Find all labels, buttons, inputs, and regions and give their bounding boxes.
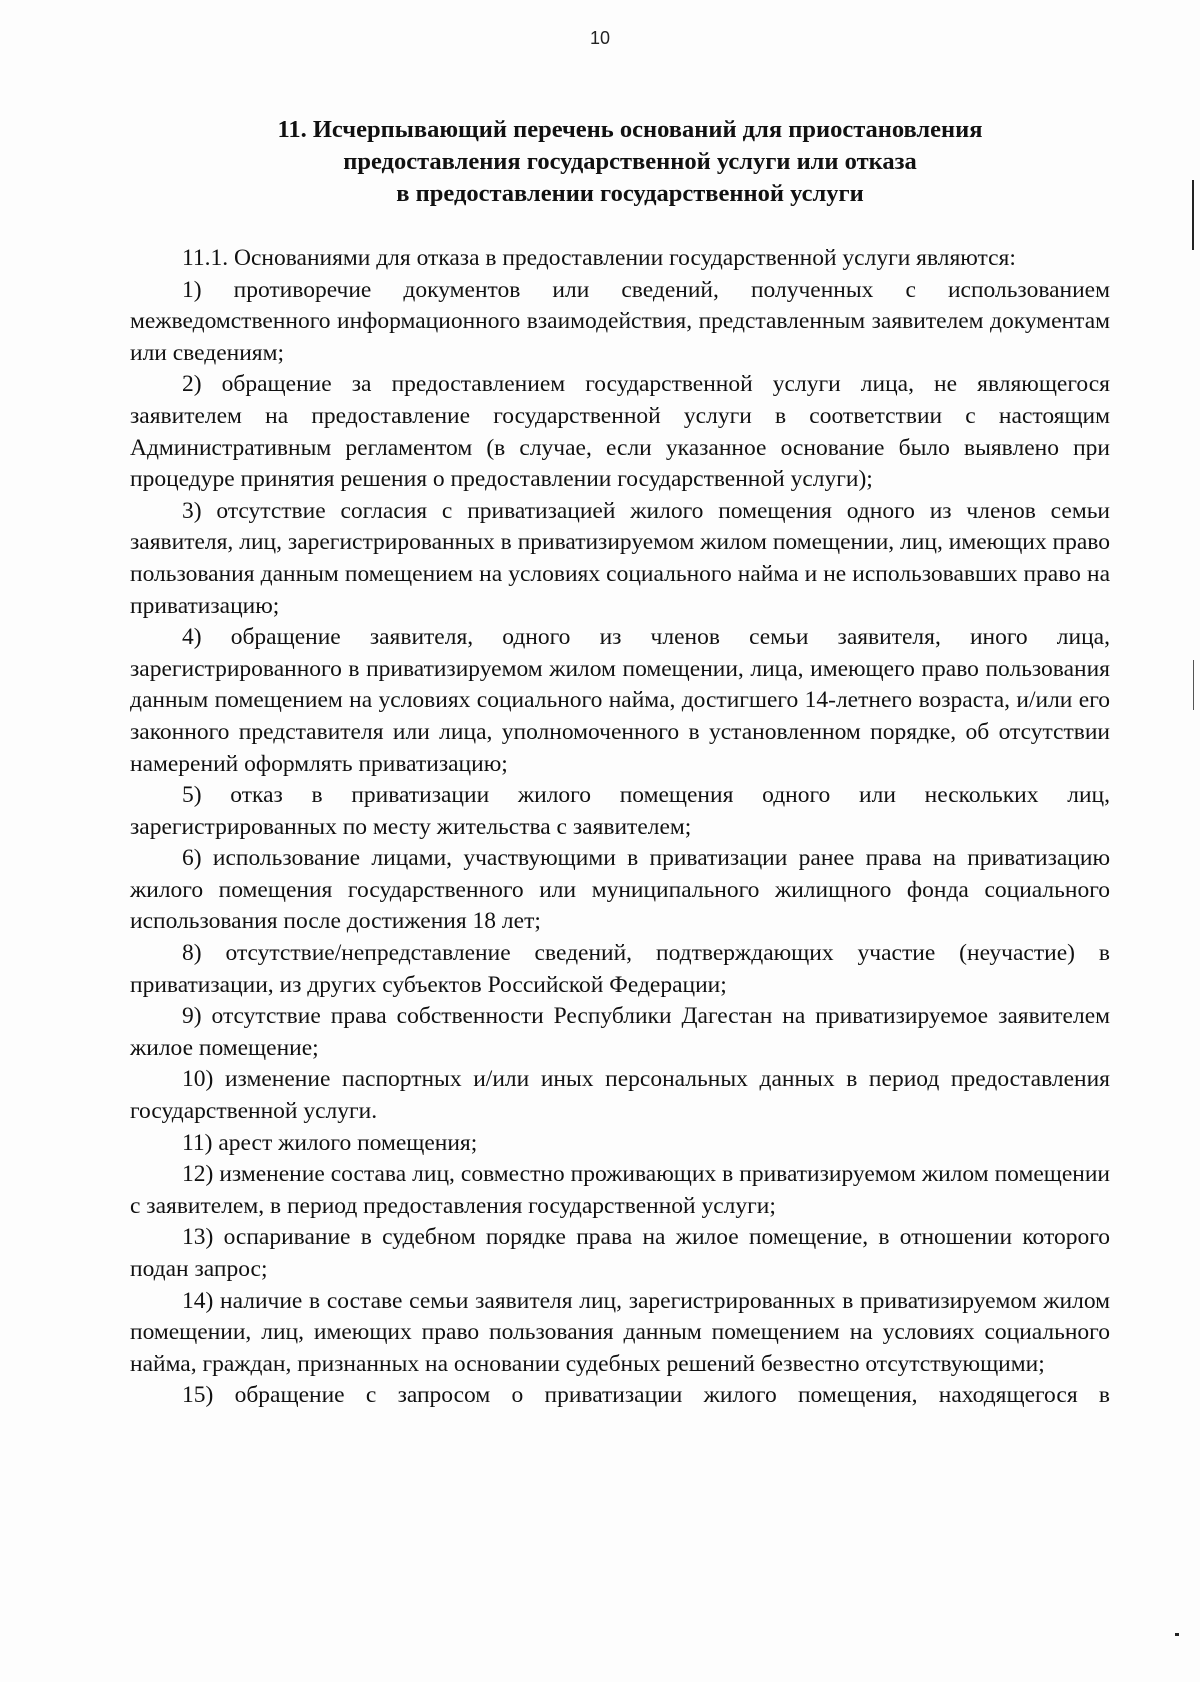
- scan-artifact: [1175, 1633, 1179, 1636]
- document-body: [130, 243, 1110, 1412]
- list-item: 1) противоречие документов или сведений, полученных с использованием межведомственного информационного взаимодействия, представленным заявителем документам или сведениям;: [130, 276, 1110, 366]
- list-item: 14) наличие в составе семьи заявителя лиц, зарегистрированных в приватизируемом жилом помещении, лиц, имеющих право пользования данным помещением на условиях социального найма, граждан, признанных на основании судебных решений безвестно отсутствующими;: [130, 1287, 1110, 1377]
- list-item: 5) отказ в приватизации жилого помещения одного или нескольких лиц, зарегистрированных по месту жительства с заявителем;: [130, 782, 1110, 840]
- list-item: 15) обращение с запросом о приватизации жилого помещения, находящегося в: [182, 1382, 1110, 1409]
- list-item: 6) использование лицами, участвующими в приватизации ранее права на приватизацию жилого помещения государственного или муниципального жилищного фонда социального использования после достижения 18 лет;: [130, 845, 1110, 935]
- list-item: 8) отсутствие/непредставление сведений, подтверждающих участие (неучастие) в приватизации, из других субъектов Российской Федерации;: [130, 940, 1110, 998]
- list-item: 13) оспаривание в судебном порядке права на жилое помещение, в отношении которого подан запрос;: [130, 1224, 1110, 1282]
- list-item: 3) отсутствие согласия с приватизацией жилого помещения одного из членов семьи заявителя, лиц, зарегистрированных в приватизируемом жилом помещении, лиц, имеющих право пользования данным помещением на условиях социального найма и не использовавших право на приватизацию;: [130, 497, 1110, 619]
- list-item: 10) изменение паспортных и/или иных персональных данных в период предоставления государственной услуги.: [130, 1066, 1110, 1125]
- list-item: 2) обращение за предоставлением государственной услуги лица, не являющегося заявителем на предоставление государственной услуги в соответствии с настоящим Административным регламентом (в случае, если указанное основание было выявлено при процедуре принятия решения о предоставлении государственной услуги);: [130, 371, 1110, 493]
- heading-line: в предоставлении государственной услуги: [396, 180, 864, 207]
- list-item: 11) арест жилого помещения;: [182, 1129, 478, 1156]
- list-item: 12) изменение состава лиц, совместно проживающих в приватизируемом жилом помещении с заявителем, в период предоставления государственной услуги;: [130, 1161, 1110, 1219]
- list-item: 9) отсутствие права собственности Республики Дагестан на приватизируемое заявителем жилое помещение;: [130, 1003, 1110, 1061]
- list-item: 4) обращение заявителя, одного из членов семьи заявителя, иного лица, зарегистрированного в приватизируемом жилом помещении, лица, имеющего право пользования данным помещением на условиях социального найма, достигшего 14-летнего возраста, и/или его законного представителя или лица, уполномоченного в установленном порядке, об отсутствии намерений оформлять приватизацию;: [130, 624, 1110, 777]
- heading-line: предоставления государственной услуги или отказа: [343, 148, 917, 175]
- section-heading: [130, 114, 1130, 210]
- page-number: 10: [589, 28, 611, 48]
- scan-artifact: [1192, 180, 1194, 250]
- heading-line: 11. Исчерпывающий перечень оснований для приостановления: [277, 116, 983, 143]
- paragraph: 11.1. Основаниями для отказа в предоставлении государственной услуги являются:: [182, 245, 1016, 271]
- scan-artifact: [1193, 660, 1194, 710]
